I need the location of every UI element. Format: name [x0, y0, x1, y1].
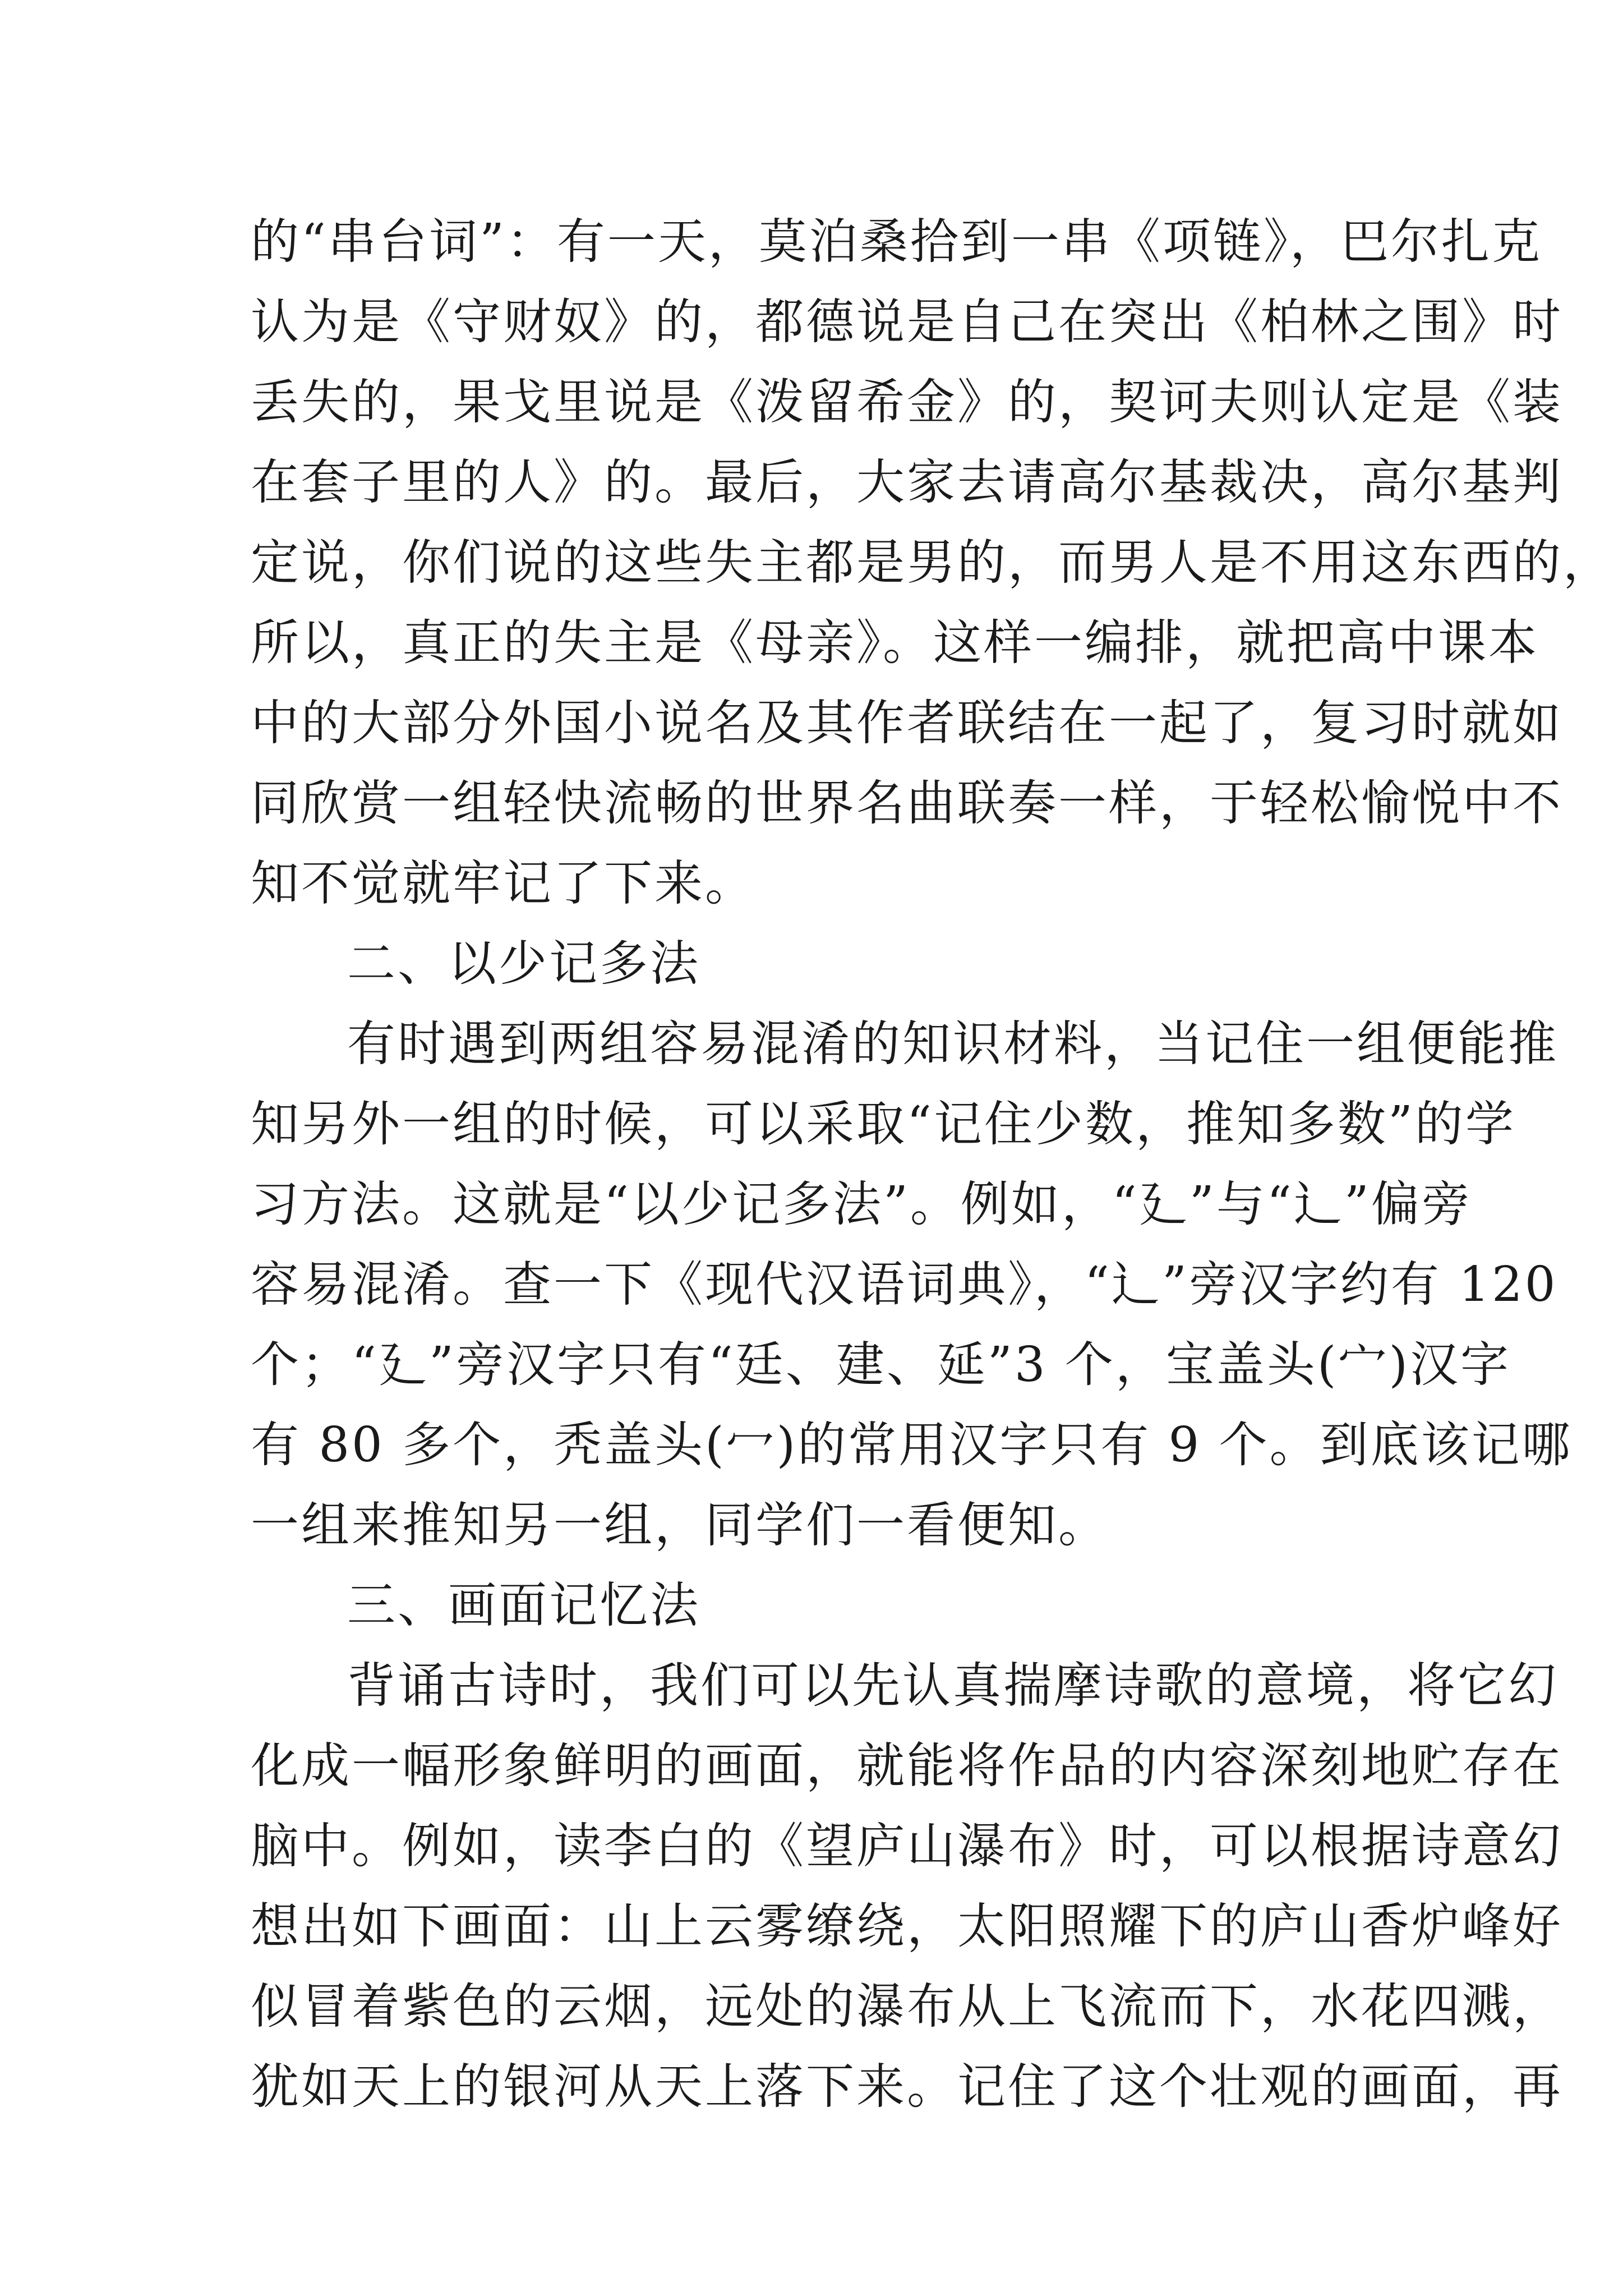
paragraph-line: 有 80 多个，秃盖头(冖)的常用汉字只有 9 个。到底该记哪: [251, 1417, 1573, 1473]
paragraph-line: 中的大部分外国小说名及其作者联结在一起了，复习时就如: [251, 695, 1563, 751]
paragraph-line: 个；“廴”旁汉字只有“廷、建、延”3 个，宝盖头(宀)汉字: [251, 1337, 1511, 1393]
paragraph-line: 犹如天上的银河从天上落下来。记住了这个壮观的画面，再: [251, 2059, 1563, 2115]
document-body: [251, 202, 1613, 2127]
paragraph-line: 在套子里的人》的。最后，大家去请高尔基裁决，高尔基判: [251, 454, 1563, 510]
paragraph-line: 脑中。例如，读李白的《望庐山瀑布》时，可以根据诗意幻: [251, 1818, 1563, 1874]
paragraph-line: 化成一幅形象鲜明的画面，就能将作品的内容深刻地贮存在: [251, 1738, 1563, 1794]
paragraph-line: 定说，你们说的这些失主都是男的，而男人是不用这东西的，: [251, 535, 1613, 591]
paragraph-line: 同欣赏一组轻快流畅的世界名曲联奏一样，于轻松愉悦中不: [251, 775, 1563, 831]
paragraph-line: 习方法。这就是“以少记多法”。例如，“廴”与“辶”偏旁: [251, 1176, 1472, 1232]
paragraph-line: 一组来推知另一组，同学们一看便知。: [251, 1497, 1109, 1553]
section-heading: 三、画面记忆法: [347, 1577, 700, 1634]
paragraph-line: 知另外一组的时候，可以采取“记住少数，推知多数”的学: [251, 1096, 1516, 1152]
paragraph-line: 知不觉就牢记了下来。: [251, 855, 755, 912]
paragraph-line: 丢失的，果戈里说是《泼留希金》的，契诃夫则认定是《装: [251, 374, 1563, 430]
paragraph-line: 容易混淆。查一下《现代汉语词典》，“辶”旁汉字约有 120: [251, 1257, 1558, 1313]
paragraph-line: 背诵古诗时，我们可以先认真揣摩诗歌的意境，将它幻: [347, 1658, 1559, 1714]
paragraph-line: 认为是《守财奴》的，都德说是自己在突出《柏林之围》时: [251, 294, 1563, 350]
section-heading: 二、以少记多法: [347, 936, 700, 992]
paragraph-line: 的“串台词”：有一天，莫泊桑拾到一串《项链》，巴尔扎克: [251, 214, 1542, 270]
paragraph-line: 似冒着紫色的云烟，远处的瀑布从上飞流而下，水花四溅，: [251, 1978, 1563, 2035]
paragraph-line: 想出如下画面：山上云雾缭绕，太阳照耀下的庐山香炉峰好: [251, 1898, 1563, 1954]
paragraph-line: 所以，真正的失主是《母亲》。这样一编排，就把高中课本: [251, 615, 1539, 671]
paragraph-line: 有时遇到两组容易混淆的知识材料，当记住一组便能推: [347, 1016, 1559, 1072]
